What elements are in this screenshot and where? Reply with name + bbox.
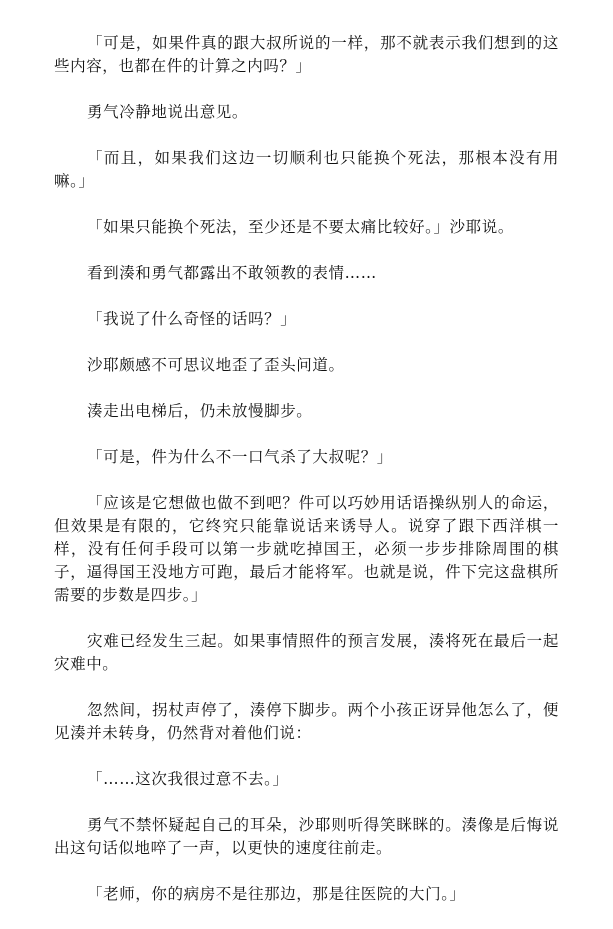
paragraph-1: 「可是，如果件真的跟大叔所说的一样，那不就表示我们想到的这些内容，也都在件的计算之内吗？」: [54, 34, 559, 75]
paragraph-6: 「我说了什么奇怪的话吗？」: [87, 310, 297, 328]
paragraph-4: 「如果只能换个死法，至少还是不要太痛比较好。」沙耶说。: [87, 218, 514, 236]
paragraph-9: 「可是，件为什么不一口气杀了大叔呢？」: [87, 448, 393, 466]
paragraph-14: 勇气不禁怀疑起自己的耳朵，沙耶则听得笑眯眯的。湊像是后悔说出这句话似地啐了一声，以更快的速度往前走。: [54, 816, 559, 857]
paragraph-3: 「而且，如果我们这边一切顺利也只能换个死法，那根本没有用嘛。」: [54, 149, 559, 190]
paragraph-11: 灾难已经发生三起。如果事情照件的预言发展，湊将死在最后一起灾难中。: [54, 632, 559, 673]
paragraph-15: 「老师，你的病房不是往那边，那是往医院的大门。」: [87, 885, 466, 903]
body-text: [54, 32, 559, 929]
paragraph-5: 看到湊和勇气都露出不敢领教的表情……: [87, 264, 377, 282]
paragraph-2: 勇气冷静地说出意见。: [87, 103, 249, 121]
paragraph-8: 湊走出电梯后，仍未放慢脚步。: [87, 402, 313, 420]
paragraph-12: 忽然间，拐杖声停了，湊停下脚步。两个小孩正讶异他怎么了，便见湊并未转身，仍然背对着他们说：: [54, 701, 559, 742]
paragraph-13: 「……这次我很过意不去。」: [87, 770, 289, 788]
paragraph-10: 「应该是它想做也做不到吧？件可以巧妙用话语操纵别人的命运，但效果是有限的，它终究只能靠说话来诱导人。说穿了跟下西洋棋一样，没有任何手段可以第一步就吃掉国王，必须一步步排除周围的棋子，逼得国王没地方可跑，最后才能将军。也就是说，件下完这盘棋所需要的步数是四步。」: [54, 494, 559, 604]
paragraph-7: 沙耶颇感不可思议地歪了歪头问道。: [87, 356, 345, 374]
